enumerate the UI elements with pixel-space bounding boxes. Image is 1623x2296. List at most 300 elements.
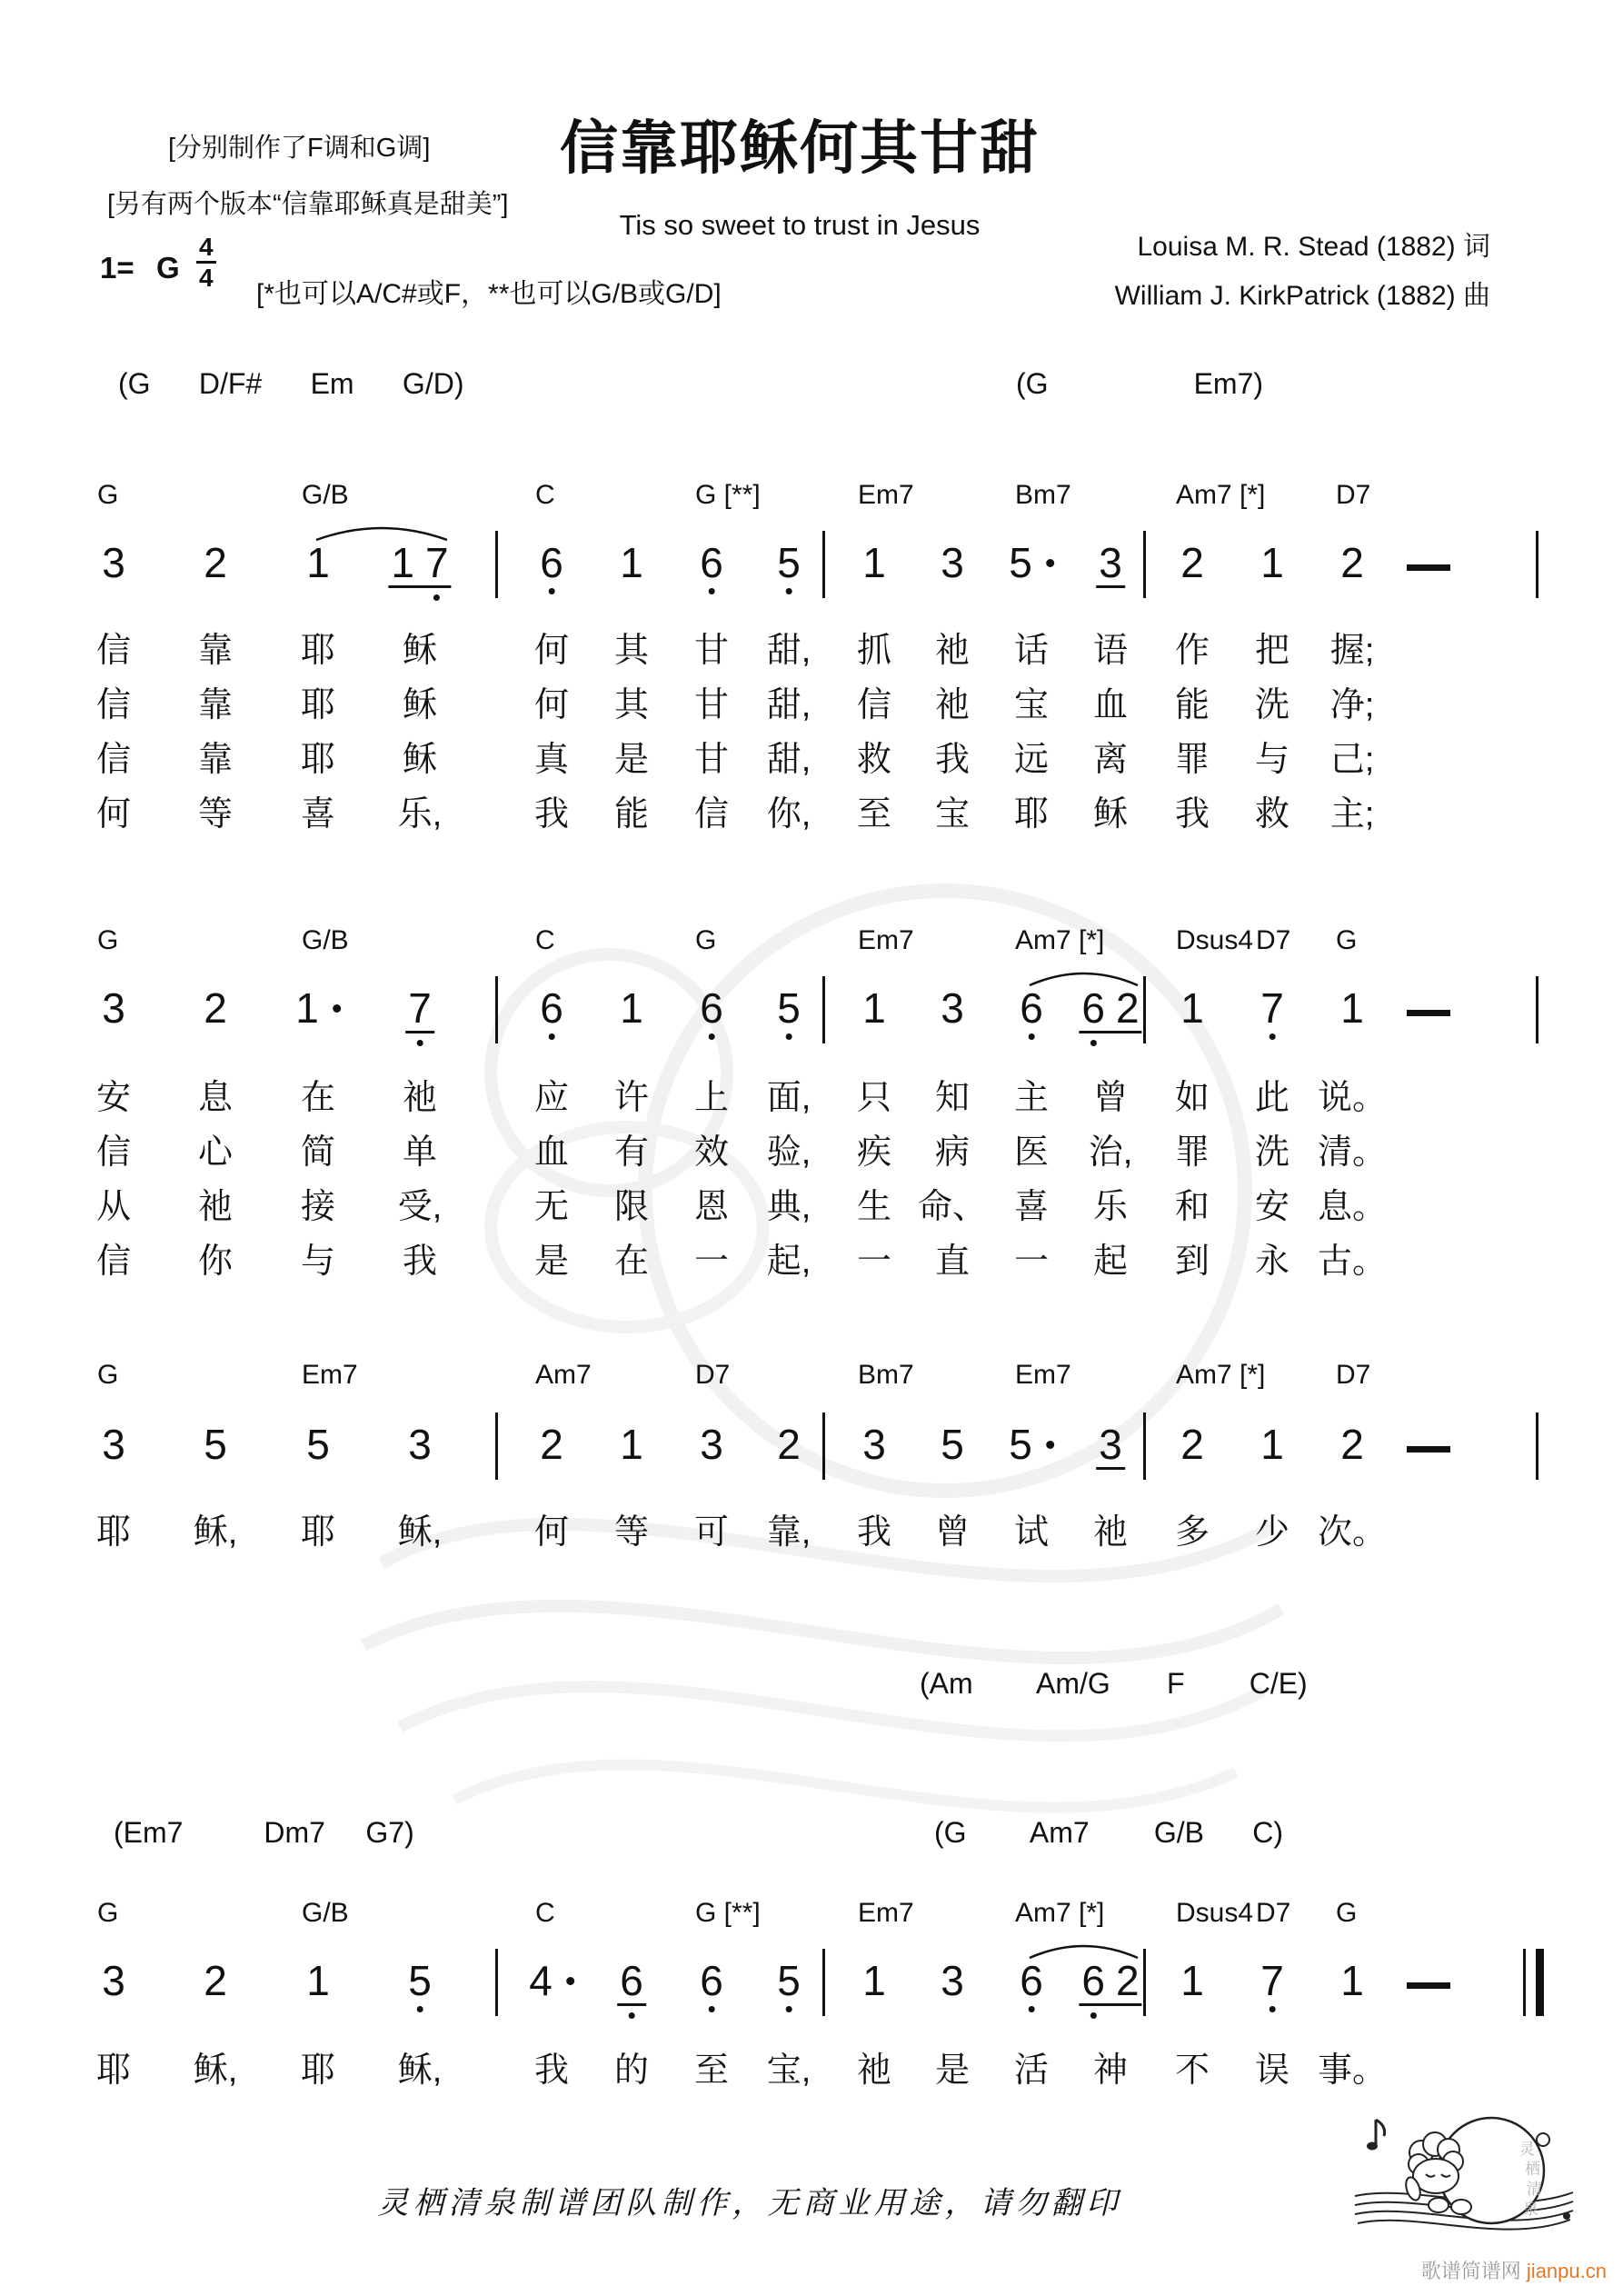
note-digit: 2 [540, 1421, 563, 1468]
note-dash [1407, 564, 1450, 571]
lyric-syllable: 我 [533, 2051, 570, 2090]
chord-label: G [97, 1898, 119, 1928]
chord-label: G [**] [695, 1898, 761, 1928]
lyric-syllable: 是 [533, 1243, 570, 1281]
lyric-syllable: 真 [533, 741, 570, 779]
note-dash [1407, 1446, 1450, 1452]
lyric-syllable: 不 [1174, 2051, 1210, 2090]
note [1009, 1421, 1054, 1468]
note-digit: 5 [777, 539, 801, 586]
note [777, 984, 801, 1032]
lyric-syllable: 从 [95, 1188, 132, 1226]
note [1340, 984, 1364, 1032]
lyric-syllable: 能 [613, 795, 650, 834]
lyric-syllable: 次。 [1317, 1513, 1388, 1552]
lyric-syllable: 稣 [1092, 795, 1129, 834]
lyric-syllable: 语 [1092, 632, 1129, 670]
note-digit: 6 [700, 1957, 723, 2004]
note-digit: 1 [620, 539, 643, 586]
lyric-syllable: 稣, [193, 1513, 238, 1552]
chord-label: Em7 [302, 1360, 358, 1390]
barline [1143, 976, 1146, 1043]
lyric-syllable: 至 [693, 2051, 730, 2090]
note [540, 984, 563, 1032]
slur-arc [1026, 962, 1141, 989]
lyric-syllable: 甘 [693, 686, 730, 724]
chord-label: G/B [302, 480, 349, 510]
chord-label: C [535, 480, 555, 510]
lyric-syllable: 无 [533, 1188, 570, 1226]
lyric-syllable: 接 [300, 1188, 336, 1226]
note [306, 1421, 330, 1468]
lyric-syllable: 我 [934, 741, 971, 779]
note-digit: 3 [941, 539, 964, 586]
lyric-syllable: 耶 [300, 686, 336, 724]
note [700, 1421, 723, 1468]
lyric-syllable: 曾 [934, 1513, 971, 1552]
song-subtitle-english: Tis so sweet to trust in Jesus [619, 209, 981, 241]
lyric-syllable: 等 [197, 795, 234, 834]
note [1020, 1957, 1043, 2004]
lyric-syllable: 远 [1013, 741, 1050, 779]
chord-label: G [97, 1360, 119, 1390]
note-digit: 1 [1260, 539, 1284, 586]
note-digit: 6 [1081, 984, 1105, 1032]
chord-label: Em7 [858, 1898, 914, 1928]
lyric-syllable: 乐 [1092, 1188, 1129, 1226]
note [405, 984, 434, 1033]
chord-label: G/B [302, 925, 349, 955]
lyric-syllable: 试 [1013, 1513, 1050, 1552]
note-digit: 5 [1009, 539, 1032, 586]
lyric-syllable: 我 [402, 1243, 438, 1281]
lyric-syllable: 血 [1092, 686, 1129, 724]
lyric-syllable: 一 [856, 1243, 892, 1281]
barline [822, 1413, 825, 1480]
lyric-syllable: 我 [533, 795, 570, 834]
note [620, 984, 643, 1032]
lyric-syllable: 稣 [402, 741, 438, 779]
note-digit: 1 [391, 539, 414, 586]
lyric-syllable: 息。 [1317, 1188, 1388, 1226]
note [102, 1957, 125, 2004]
lyric-syllable: 净; [1329, 686, 1375, 724]
interlude-chords-2-right: (G Am7 G/B C) [934, 1816, 1284, 1849]
note-digit: 2 [204, 539, 227, 586]
lyric-syllable: 面, [766, 1079, 812, 1117]
chord-label: D7 [1336, 480, 1371, 510]
lyric-syllable: 多 [1174, 1513, 1210, 1552]
lyric-syllable: 如 [1174, 1079, 1210, 1117]
lyric-syllable: 何 [533, 686, 570, 724]
site-name: 歌谱简谱网 [1420, 2260, 1527, 2282]
lyric-syllable: 息 [197, 1079, 234, 1117]
intro-chords-left: (G D/F# Em G/D) [118, 367, 464, 400]
lyric-syllable: 医 [1013, 1133, 1050, 1172]
lyric-syllable: 神 [1092, 2051, 1129, 2090]
lyric-syllable: 把 [1254, 632, 1290, 670]
note [777, 1421, 801, 1468]
note-digit: 2 [1116, 984, 1140, 1032]
note-digit: 6 [1020, 984, 1043, 1032]
logo-char-2: 栖 [1525, 2161, 1540, 2178]
note [1180, 539, 1204, 586]
note [102, 984, 125, 1032]
note-digit: 1 [1340, 984, 1364, 1032]
chord-label: D7 [1336, 1360, 1371, 1390]
note [1096, 539, 1125, 588]
note [941, 1421, 964, 1468]
chord-label: Am7 [*] [1015, 925, 1105, 955]
chord-label: G [1336, 925, 1358, 955]
key-letter: G [156, 251, 180, 285]
note [700, 984, 723, 1032]
chord-label: D7 [1256, 1898, 1291, 1928]
note-annotation-versions: [另有两个版本“信靠耶稣真是甜美”] [107, 190, 509, 219]
chord-label: G [695, 925, 717, 955]
augmentation-dot [1046, 1441, 1054, 1449]
lyric-syllable: 血 [533, 1133, 570, 1172]
note [1096, 1423, 1125, 1470]
lyric-syllable: 活 [1013, 2051, 1050, 2090]
note-digit: 3 [102, 539, 125, 586]
lyric-syllable: 甜, [766, 686, 812, 724]
lyric-syllable: 罪 [1174, 741, 1210, 779]
lyric-syllable: 己; [1329, 741, 1375, 779]
note-digit: 2 [1340, 1421, 1364, 1468]
chord-label: Am7 [*] [1176, 480, 1266, 510]
chord-label: Bm7 [858, 1360, 914, 1390]
lyric-syllable: 单 [402, 1133, 438, 1172]
chord-label: Dsus4 [1176, 1898, 1254, 1928]
lyric-syllable: 祂 [197, 1188, 234, 1226]
note-digit: 6 [540, 539, 563, 586]
lyric-syllable: 清。 [1317, 1133, 1388, 1172]
lyric-syllable: 甜, [766, 741, 812, 779]
lyric-syllable: 疾 [856, 1133, 892, 1172]
lyric-syllable: 甘 [693, 741, 730, 779]
note [1260, 1421, 1284, 1468]
lyric-syllable: 其 [613, 632, 650, 670]
lyric-syllable: 宝 [934, 795, 971, 834]
lyric-syllable: 有 [613, 1133, 650, 1172]
logo-char-3: 清 [1527, 2181, 1542, 2198]
barline [822, 976, 825, 1043]
lyric-syllable: 何 [95, 795, 132, 834]
lyric-syllable: 靠 [197, 686, 234, 724]
lyric-syllable: 信 [95, 1243, 132, 1281]
lyric-syllable: 话 [1013, 632, 1050, 670]
lyric-syllable: 许 [613, 1079, 650, 1117]
lyric-syllable: 一 [1013, 1243, 1050, 1281]
end-barline [1536, 1413, 1538, 1480]
lyric-syllable: 与 [300, 1243, 336, 1281]
credit-lyricist: Louisa M. R. Stead (1882) 词 [1137, 232, 1490, 262]
site-url: jianpu.cn [1526, 2260, 1607, 2282]
note [777, 539, 801, 586]
note [204, 539, 227, 586]
lyric-syllable: 能 [1174, 686, 1210, 724]
slur-arc [313, 516, 451, 544]
lyric-syllable: 生 [856, 1188, 892, 1226]
site-credit [1421, 2256, 1607, 2284]
lyric-syllable: 耶 [300, 1513, 336, 1552]
note-digit: 5 [1009, 1421, 1032, 1468]
lyric-syllable: 何 [533, 1513, 570, 1552]
note [862, 1957, 886, 2004]
note [306, 1957, 330, 2004]
note-digit: 2 [204, 984, 227, 1032]
note-digit: 1 [862, 984, 886, 1032]
note [1180, 1957, 1204, 2004]
note-digit: 6 [540, 984, 563, 1032]
publisher-footer-note: 灵栖清泉制谱团队制作，无商业用途，请勿翻印 [377, 2185, 1122, 2221]
note [941, 1957, 964, 2004]
chord-label: G [**] [695, 480, 761, 510]
lyric-syllable: 洗 [1254, 1133, 1290, 1172]
lyric-syllable: 事。 [1317, 2051, 1388, 2090]
note-digit: 1 [1180, 1957, 1204, 2004]
chord-label: Am7 [535, 1360, 592, 1390]
lyric-syllable: 信 [693, 795, 730, 834]
lyric-syllable: 病 [934, 1133, 971, 1172]
lyric-syllable: 耶 [95, 1513, 132, 1552]
lyric-syllable: 命、 [917, 1188, 988, 1226]
end-barline [1536, 531, 1538, 598]
lyric-syllable: 主; [1329, 795, 1375, 834]
note-digit: 1 [1180, 984, 1204, 1032]
lyric-syllable: 是 [613, 741, 650, 779]
chord-label: Am7 [*] [1015, 1898, 1105, 1928]
lyric-syllable: 作 [1174, 632, 1210, 670]
lyric-syllable: 离 [1092, 741, 1129, 779]
lyric-syllable: 耶 [300, 741, 336, 779]
note-digit: 5 [777, 1957, 801, 2004]
lyric-syllable: 永 [1254, 1243, 1290, 1281]
final-barline-thin [1523, 1949, 1526, 2016]
logo-char-4: 泉 [1523, 2201, 1538, 2218]
note [540, 539, 563, 586]
note [700, 539, 723, 586]
note-digit: 1 [620, 1421, 643, 1468]
lyric-syllable: 恩 [693, 1188, 730, 1226]
lyric-syllable: 你 [197, 1243, 234, 1281]
lyric-syllable: 信 [856, 686, 892, 724]
lyric-syllable: 靠, [766, 1513, 812, 1552]
note-digit: 5 [941, 1421, 964, 1468]
note-digit: 1 [295, 984, 319, 1032]
note [617, 1957, 646, 2006]
lyric-syllable: 喜 [300, 795, 336, 834]
note-digit: 6 [700, 539, 723, 586]
note [1340, 1421, 1364, 1468]
note-digit: 3 [1099, 539, 1122, 586]
interlude-chords-2-left: (Em7 Dm7 G7) [114, 1816, 414, 1849]
lyric-syllable: 心 [197, 1133, 234, 1172]
note-digit: 1 [306, 539, 330, 586]
lyric-syllable: 误 [1254, 2051, 1290, 2090]
note [529, 1957, 574, 2004]
time-signature-numerator: 4 [196, 233, 216, 264]
note [700, 1957, 723, 2004]
note [1180, 1421, 1204, 1468]
note [306, 539, 330, 586]
note [1260, 1957, 1284, 2004]
barline [822, 531, 825, 598]
barline [1143, 1949, 1146, 2016]
note [388, 539, 451, 588]
lyric-syllable: 握; [1329, 632, 1375, 670]
lyric-syllable: 验, [766, 1133, 812, 1172]
lyric-syllable: 的 [613, 2051, 650, 2090]
lyric-syllable: 罪 [1174, 1133, 1210, 1172]
note [204, 1421, 227, 1468]
lyric-syllable: 其 [613, 686, 650, 724]
lyric-syllable: 稣, [397, 1513, 443, 1552]
lyric-syllable: 在 [613, 1243, 650, 1281]
note-digit: 3 [941, 1957, 964, 2004]
lyric-syllable: 可 [693, 1513, 730, 1552]
lyric-syllable: 上 [693, 1079, 730, 1117]
song-title: 信靠耶稣何其甘甜 [560, 115, 1040, 181]
note-digit: 7 [408, 984, 432, 1032]
slur-arc [1026, 1934, 1141, 1962]
note-digit: 2 [777, 1421, 801, 1468]
note [102, 539, 125, 586]
lyric-syllable: 祂 [402, 1079, 438, 1117]
lyric-syllable: 在 [300, 1079, 336, 1117]
lyric-syllable: 到 [1174, 1243, 1210, 1281]
note [1260, 539, 1284, 586]
lyric-syllable: 应 [533, 1079, 570, 1117]
lyric-syllable: 信 [95, 1133, 132, 1172]
note [620, 1421, 643, 1468]
note [204, 1957, 227, 2004]
note [620, 539, 643, 586]
lyric-syllable: 抓 [856, 632, 892, 670]
intro-chords-right: (G Em7) [1016, 367, 1264, 400]
chord-label: G [97, 480, 119, 510]
augmentation-dot [1046, 559, 1054, 567]
time-signature-denominator: 4 [199, 264, 214, 293]
note [408, 1421, 432, 1468]
note-digit: 3 [862, 1421, 886, 1468]
lyric-syllable: 知 [934, 1079, 971, 1117]
lyric-syllable: 靠 [197, 632, 234, 670]
lyric-syllable: 与 [1254, 741, 1290, 779]
time-signature [196, 233, 216, 293]
lyric-syllable: 洗 [1254, 686, 1290, 724]
chord-label: G/B [302, 1898, 349, 1928]
lyric-syllable: 典, [766, 1188, 812, 1226]
note-digit: 5 [204, 1421, 227, 1468]
lyric-syllable: 稣, [193, 2051, 238, 2090]
lyric-syllable: 只 [856, 1079, 892, 1117]
lyric-syllable: 安 [1254, 1188, 1290, 1226]
alternate-chords-note: [*也可以A/C#或F，**也可以G/B或G/D] [256, 279, 722, 309]
note-annotation-keys: [分别制作了F调和G调] [168, 134, 431, 163]
lyric-syllable: 稣, [397, 2051, 443, 2090]
barline [495, 1413, 498, 1480]
lyric-syllable: 乐, [397, 795, 443, 834]
lyric-syllable: 信 [95, 686, 132, 724]
lyric-syllable: 此 [1254, 1079, 1290, 1117]
note-dash [1407, 1982, 1450, 1989]
note-digit: 6 [1081, 1957, 1105, 2004]
lyric-syllable: 稣 [402, 686, 438, 724]
note [102, 1421, 125, 1468]
lyric-syllable: 信 [95, 632, 132, 670]
lyric-syllable: 喜 [1013, 1188, 1050, 1226]
barline [495, 976, 498, 1043]
chord-label: D7 [695, 1360, 731, 1390]
note [862, 1421, 886, 1468]
chord-label: Em7 [858, 480, 914, 510]
note [1079, 1957, 1141, 2006]
chord-label: Bm7 [1015, 480, 1071, 510]
lyric-syllable: 甜, [766, 632, 812, 670]
end-barline [1536, 976, 1538, 1043]
lyric-syllable: 限 [613, 1188, 650, 1226]
barline [1143, 531, 1146, 598]
note [1260, 984, 1284, 1032]
note [777, 1957, 801, 2004]
chord-label: C [535, 925, 555, 955]
lyric-syllable: 简 [300, 1133, 336, 1172]
note-digit: 3 [408, 1421, 432, 1468]
note-digit: 2 [1180, 539, 1204, 586]
barline [1143, 1413, 1146, 1480]
chord-label: D7 [1256, 925, 1291, 955]
chord-label: G [1336, 1898, 1358, 1928]
note-digit: 1 [862, 1957, 886, 2004]
chord-label: Em7 [858, 925, 914, 955]
chord-label: Em7 [1015, 1360, 1071, 1390]
lyric-syllable: 我 [856, 1513, 892, 1552]
lyric-syllable: 治, [1088, 1133, 1133, 1172]
chord-label: G [97, 925, 119, 955]
lyric-syllable: 救 [1254, 795, 1290, 834]
note-digit: 3 [941, 984, 964, 1032]
lyric-syllable: 至 [856, 795, 892, 834]
lyric-syllable: 耶 [95, 2051, 132, 2090]
lyric-syllable: 古。 [1317, 1243, 1388, 1281]
note-digit: 5 [408, 1957, 432, 2004]
lyric-syllable: 曾 [1092, 1079, 1129, 1117]
note-digit: 2 [204, 1957, 227, 2004]
lyric-syllable: 说。 [1317, 1079, 1388, 1117]
note-digit: 1 [1260, 1421, 1284, 1468]
key-prefix: 1= [100, 251, 134, 285]
note-digit: 5 [777, 984, 801, 1032]
lyric-syllable: 等 [613, 1513, 650, 1552]
note [1340, 1957, 1364, 2004]
note [204, 984, 227, 1032]
note-digit: 7 [425, 539, 449, 586]
note-digit: 6 [620, 1957, 643, 2004]
augmentation-dot [566, 1977, 574, 1985]
note-digit: 5 [306, 1421, 330, 1468]
lyric-syllable: 效 [693, 1133, 730, 1172]
lyric-syllable: 耶 [300, 2051, 336, 2090]
lyric-syllable: 祂 [1092, 1513, 1129, 1552]
lyric-syllable: 祂 [856, 2051, 892, 2090]
lyric-syllable: 信 [95, 741, 132, 779]
note-digit: 7 [1260, 984, 1284, 1032]
note-digit: 2 [1340, 539, 1364, 586]
note-digit: 1 [306, 1957, 330, 2004]
note [862, 539, 886, 586]
